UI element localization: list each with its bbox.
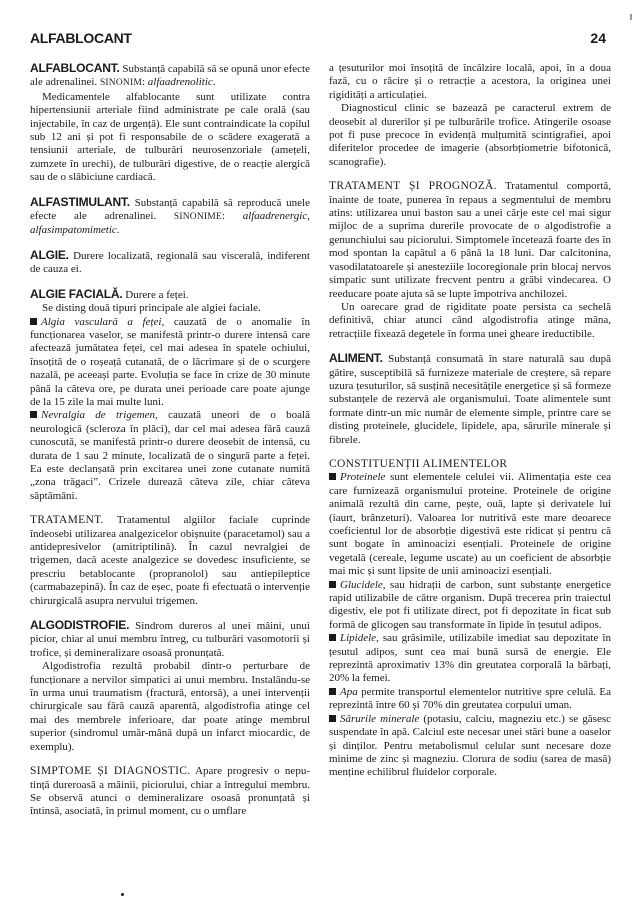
paragraph: Un oarecare grad de rigiditate poate persista ca sechelă definitivă, chiar atunci când algodistrofia atinge mâna, retracțiile fixează degetele în forma unei gheare ireductibile.: [329, 300, 611, 340]
headword: ALFASTIMULANT.: [30, 194, 130, 209]
bullet-label: Nevralgia de trigemen: [41, 409, 156, 422]
bullet-item: [30, 316, 310, 410]
synonym-label: SINONIM: [99, 78, 142, 89]
section-heading: TRATAMENT.: [30, 514, 104, 527]
subsection: [30, 765, 310, 819]
right-column: [329, 62, 611, 900]
bullet-text: permite transportul elementelor nutritive spre celulă. Ea reprezintă între 60 și 70% din greutatea corpului uman.: [329, 685, 611, 712]
bullet-square-icon: [30, 318, 37, 325]
bullet-item: [329, 713, 611, 780]
bullet-label: Sărurile minerale: [340, 712, 420, 725]
separator: .: [116, 224, 120, 237]
bullet-text: , cauzată de o anomalie în funcționarea vaselor, se manifestă printr-o durere intensă care afectează jumătatea feței, cel mai adesea în spatele ochiului, însoțită de o roșeață cutanată, de o lăcrimare și de o scurgere nazală, pe aceeași parte. Evoluția se face în crize de 30 minute până la câteva ore, pe durata unei perioade care poate ajunge de la 15 zile la mai multe luni.: [30, 315, 310, 408]
headword: ALGIE.: [30, 247, 69, 262]
paragraph: Se disting două tipuri principale ale algiei faciale.: [42, 302, 261, 315]
paragraph: a țesuturilor moi însoțită de încălzire locală, apoi, în a doua fază, cu o răcire și o retracție a acestora, la originea unei rigidități a articulației.: [329, 62, 611, 101]
bullet-square-icon: [329, 634, 336, 641]
page-header: [30, 30, 606, 52]
separator: :: [221, 210, 243, 223]
synonym-label: SINONIME: [173, 212, 222, 223]
bullet-item: [30, 409, 310, 503]
entry-algodistrofie: [30, 619, 310, 660]
definition: Substanță capabilă să se opună unor efecte ale adrenalinei.: [30, 63, 310, 89]
separator: .: [212, 76, 216, 89]
entry-alfablocant: [30, 62, 310, 91]
headword: ALFABLOCANT.: [30, 62, 120, 75]
subsection: [329, 180, 611, 301]
headword: ALGODISTROFIE.: [30, 618, 130, 633]
bullet-text: sunt elementele celulei vii. Alimentația este cea care furnizează organismului proteine. Proteinele de origine animală rezultă din carne, pește, ouă, lapte și derivatele lui (iaurt, brânzeturi). Valoarea lor nutritivă este mare deoarece coeficientul lor de absorbție digestivă este ridicat și pentru că sunt bogate în aminoacizi esențiali. Proteinele de origine vegetală (cereale, legume uscate) au un coeficient de absorbție mai mic și sunt lipsite de unii aminoacizi esențiali.: [329, 471, 611, 578]
headword: ALGIE FACIALĂ.: [30, 286, 123, 301]
synonym: alfaadrenergic, alfasimpatomimetic: [30, 210, 310, 237]
subsection: [30, 514, 310, 608]
bullet-text: (potasiu, calciu, magneziu etc.) se găsesc suspendate în apă. Calciul este necesar unei stări bune a oaselor și dinților. Pentru metabolismul celular sunt necesare doze minime de zinc și magneziu. Clorura de sodiu (sarea de masă) menține echilibrul fluidelor corporale.: [329, 712, 611, 779]
running-head: ALFABLOCANT: [30, 30, 132, 46]
left-column: [30, 62, 310, 900]
bullet-label: Apa: [340, 685, 358, 698]
section-heading: CONSTITUENȚII ALIMENTELOR: [329, 457, 508, 470]
bullet-square-icon: [329, 581, 336, 588]
bullet-item: [329, 686, 611, 713]
section-text: Apare progresiv o neputință dureroasă a mâinii, piciorului, chiar a întregului membru. Se observă atunci o demineralizare osoasă pronunțată și întinsă, asociată, în primul moment, cu o umflare: [30, 765, 310, 818]
synonym: alfaadrenolitic: [147, 76, 213, 89]
bullet-item: [329, 632, 611, 686]
bullet-label: Proteinele: [340, 471, 386, 484]
edge-mark: [630, 14, 632, 20]
section-heading: SIMPTOME ȘI DIAGNOSTIC.: [30, 765, 191, 778]
separator: :: [141, 76, 148, 89]
paragraph: Diagnosticul clinic se bazează pe caracterul extrem de deosebit al durerilor și pe tulburările trofice. Atingerile osoase pot fi puse precoce în evidență mulțumită scintigrafiei, apoi diferitelor procedee de imagerie (absorbțiometrie bifotonică, scanografie).: [329, 102, 611, 168]
definition: Substanță capabilă să reproducă unele efecte ale adrenalinei.: [30, 196, 310, 223]
bullet-label: Algia vasculară a feței: [41, 315, 162, 328]
headword: ALIMENT.: [329, 351, 383, 366]
definition: Sindrom dureros al unei mâini, unui picior, chiar al unui membru întreg, cu tulburări vasomotorii și trofice, și demineralizare osoasă pronunțată.: [30, 620, 310, 659]
paragraph: Medicamentele alfablocante sunt utilizate contra hipertensiunii arteriale fiind administrate pe cale orală (sau injectabile, în caz de urgență). Ele sunt contraindicate la copilul sub 12 ani și pot fi responsabile de o scădere exagerată a tensiunii arteriale, de tulburări neurosenzoriale (amețeli, zumzete în urechi), de tulburări digestive, de o reacție alergică sau de o slăbiciune cardiacă.: [30, 90, 310, 184]
bullet-square-icon: [329, 715, 336, 722]
stray-dot: [121, 893, 124, 896]
bullet-square-icon: [329, 688, 336, 695]
entry-algie-faciala: [30, 288, 310, 302]
bullet-item: [329, 579, 611, 633]
bullet-item: [329, 471, 611, 578]
bullet-label: Glucidele: [340, 578, 383, 591]
entry-algie: [30, 249, 310, 277]
section-text: Tratamentul comportă, înainte de toate, punerea în repaus a segmentului de membru atins: utilizarea unui baston sau a unei cârje este cel mai sigur mijloc de a suprima durerile provocate de o algodistrofie a genunchiului sau piciorului. Simptomele încetează foarte des în mod spontan la capătul a 6 până la 18 luni. Dar calcitonina, vasodilatatoarele și anesteziile locoregionale prin blocaj nervos simpatic sunt utilizate frecvent pentru a grăbi vindecarea. O reeducare poate ajuta să se lupte împotriva anchilozei.: [329, 180, 611, 300]
section-text: Tratamentul algiilor faciale cuprinde îndeosebi utilizarea analgezicelor obișnuite (paracetamol) sau a antidepresivelor (amitriptilină). În cazul nevralgiei de trigemen, dacă aceste analgezice se dovedesc insuficiente, se prescriu betablocante (propranolol) sau antiepileptice (carmabazepină). În caz de eșec, poate fi efectuată o intervenție chirurgicală asupra nervului trigemen.: [30, 514, 310, 607]
page-number: 24: [590, 30, 606, 46]
bullet-square-icon: [30, 411, 37, 418]
bullet-text: , sau grăsimile, utilizabile imediat sau depozitate în țesutul adipos, sunt cea mai bună sursă de energie. Ele reprezintă aproximativ 13% din greutatea corporală la bărbați, 20% la femei.: [329, 632, 611, 685]
bullet-text: , sau hidrații de carbon, sunt substanțe energetice rapid utilizabile de către organism. După trecerea prin traiectul digestiv, ele pot fi utilizate direct, pot fi depozitate în ficat sub formă de glicogen sau transformate în lipide în țesutul adipos.: [329, 578, 611, 631]
entry-alfastimulant: [30, 196, 310, 238]
entry-aliment: [329, 352, 611, 447]
definition: Durere a feței.: [122, 288, 189, 301]
bullet-text: , cauzată uneori de o boală neurologică (scleroza în plăci), dar cel mai adesea fără cauză cunoscută, se manifestă printr-o durere deosebit de intensă, cu durata de 1 sau 2 minute, localizată de o singură parte a feței. Ea este declanșată prin excitarea unei zone cutanate numită „zona trăgaci”. Crizele durează câteva zile, chiar câteva săptămâni.: [30, 409, 310, 502]
bullet-label: Lipidele: [340, 632, 377, 645]
bullet-square-icon: [329, 473, 336, 480]
paragraph: Algodistrofia rezultă probabil dintr-o perturbare de funcționare a nervilor simpatici ai unui membru. Instalându-se în urma unui traumatism (fractură, entorsă), a unei intervenții chirurgicale sau fără cauză aparentă, algodistrofia atinge cel mai des membrele inferioare, dar poate atinge membrul superior (sindromul umăr-mână după un infarct miocardic, de exemplu).: [30, 660, 310, 753]
section-heading: TRATAMENT ȘI PROGNOZĂ.: [329, 180, 497, 193]
definition: Substanță consumată în stare naturală sau după gătire, susceptibilă să furnizeze materiale de creștere, să repare uzura țesuturilor, să susțină necesitățile energetice și să formeze substanțele de rezervă ale organismului. Toate alimentele sunt formate dintr-un mic număr de elemente simple, printre care se disting proteinele, glucidele, lipidele, apa, sărurile minerale și fibrele.: [329, 353, 611, 446]
definition: Durere localizată, regională sau viscerală, indiferent de cauza ei.: [30, 249, 310, 276]
